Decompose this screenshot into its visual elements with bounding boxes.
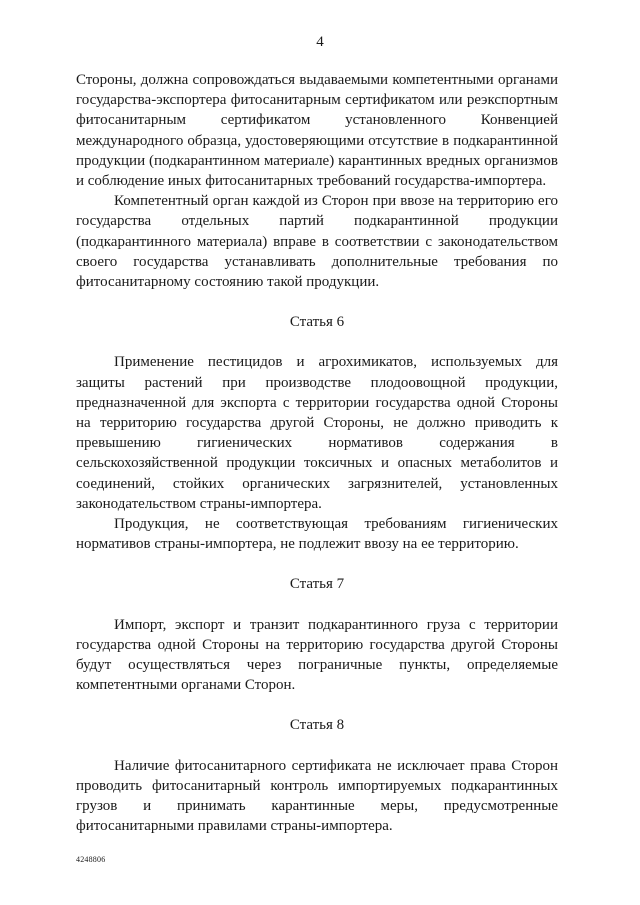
article-heading: Статья 6 bbox=[289, 314, 345, 331]
document-body bbox=[76, 70, 558, 837]
page-number: 4 bbox=[316, 34, 324, 50]
article-heading: Статья 7 bbox=[289, 576, 345, 593]
paragraph: Стороны, должна сопровождаться выдаваемыми компетентными органами государства-экспортера фитосанитарным сертификатом или реэкспортным фитосанитарным сертификатом установленного Конвенцией международного образца, удостоверяющими отсутствие в подкарантинной продукции (подкарантинном материале) карантинных вредных организмов и соблюдение иных фитосанитарных требований государства-импортера. bbox=[76, 72, 558, 190]
paragraph: Импорт, экспорт и транзит подкарантинного груза с территории государства одной Стороны на территорию государства другой Стороны будут осуществляться через пограничные пункты, определяемые компетентными органами Сторон. bbox=[76, 616, 558, 694]
paragraph: Применение пестицидов и агрохимикатов, используемых для защиты растений при производстве плодоовощной продукции, предназначенной для экспорта с территории государства одной Стороны на территорию государства другой Стороны, не должно приводить к превышению гигиенических нормативов содержания в сельскохозяйственной продукции токсичных и опасных метаболитов и соединений, стойких органических загрязнителей, установленных законодательством страны-импортера. bbox=[76, 354, 558, 512]
paragraph: Компетентный орган каждой из Сторон при ввозе на территорию его государства отдельных партий подкарантинной продукции (подкарантинного материала) вправе в соответствии с законодательством своего государства устанавливать дополнительные требования по фитосанитарному состоянию такой продукции. bbox=[76, 193, 558, 291]
article-heading: Статья 8 bbox=[289, 717, 345, 734]
paragraph: Продукция, не соответствующая требованиям гигиенических нормативов страны-импортера, не подлежит ввозу на ее территорию. bbox=[76, 516, 558, 553]
document-code: 4248806 bbox=[76, 855, 106, 864]
paragraph: Наличие фитосанитарного сертификата не исключает права Сторон проводить фитосанитарный контроль импортируемых подкарантинных грузов и принимать карантинные меры, предусмотренные фитосанитарными правилами страны-импортера. bbox=[76, 757, 558, 835]
